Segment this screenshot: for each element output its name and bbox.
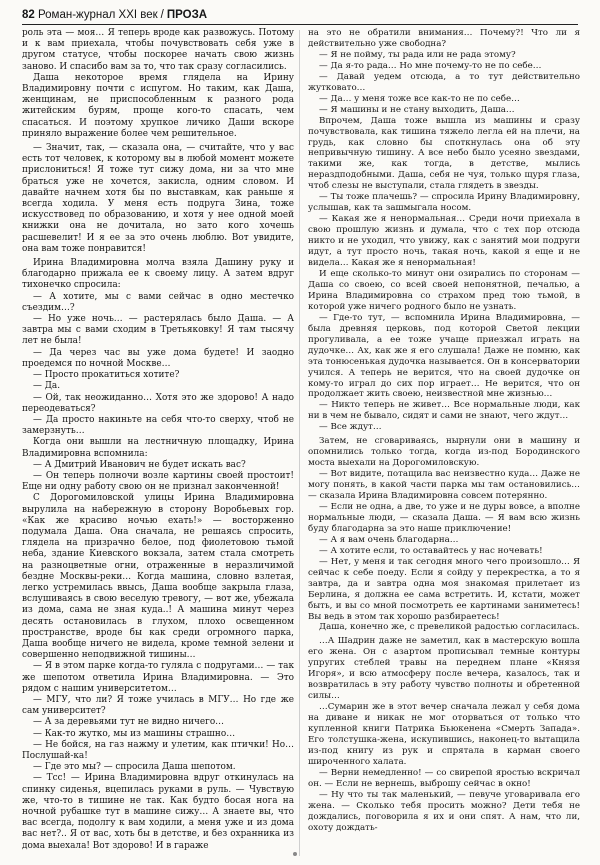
paragraph: — Никто теперь не живет… Все нормальные люди, как ни в чем не бывало, сидят и сами не знают, чего ждут…	[308, 400, 580, 422]
paragraph: — Да через час вы уже дома будете! И заодно проедемся по ночной Москве…	[22, 347, 294, 369]
paragraph: — Я машины и не стану выходить, Даша…	[319, 104, 515, 115]
paragraph: — Верни немедленно! — со свирепой яростью вскричал он. — Если не вернешь, выброшу сейчас в окно!	[308, 767, 580, 789]
page-number: 82	[22, 9, 35, 21]
paragraph: — Где-то тут, — вспомнила Ирина Владимировна, — была древняя церковь, под которой Светой лекции прогуливала, а ее тоже учаще приезжал играть на дудочке… Ах, как же я его слушала! Даже не помню, как эта тонюсенькая дудочка называется. Он в консерватории учился. А теперь не верится, что на своей дудочке он кому-то играл до сих пор играет… Не верится, что он продолжает жить своею, неизвестной мне жизнью…	[308, 312, 580, 400]
paragraph: И еще сколько-то минут они озирались по сторонам — Даша со своею, со всей своей непонятной, печалью, а Ирина Владимировна со страхом пред тою тьмой, в которой уже ничего родного было не узнать.	[308, 268, 580, 312]
paragraph: — Где это мы? — спросила Даша шепотом.	[33, 762, 236, 773]
column-divider	[299, 30, 300, 856]
paragraph: — Да.	[33, 381, 61, 392]
paragraph: Затем, не сговариваясь, нырнули они в машину и опомнились только тогда, когда из-под Бородинского моста выехали на Дорогомиловскую.	[308, 436, 580, 469]
paragraph: Когда они вышли на лестничную площадку, Ирина Владимировна вспомнила:	[22, 437, 294, 459]
right-column	[308, 28, 580, 834]
paragraph: …А Шадрин даже не заметил, как в мастерскую вошла его жена. Он с азартом прописывал темные контуры упругих стеблей травы на переднем плане «Князя Игоря», и всю атмосферу после вечера, казалось, так и возвратилась в эту работу чувство полноты и обретенной силы…	[308, 636, 580, 702]
paragraph: — Ой, так неожиданно… Хотя это же здорово! А надо переодеваться?	[22, 392, 294, 414]
paragraph: — Как-то жутко, мы из машины страшно…	[33, 728, 236, 739]
section-title: ПРОЗА	[166, 9, 208, 21]
paragraph: — Ты тоже плачешь? — спросила Ирину Владимировну, услышав, как та зашмыгала носом.	[308, 192, 580, 214]
paragraph: — Все ждут…	[319, 422, 382, 433]
paragraph: Ирина Владимировна молча взяла Дашину руку и благодарно прижала ее к своему лицу. А затем вдруг тихонечко спросила:	[22, 258, 294, 291]
paragraph: — Вот видите, потащила вас неизвестно куда… Даже не могу понять, в какой части парка мы там остановились… — сказала Ирина Владимировна совсем потерянно.	[308, 469, 580, 502]
paragraph: — Если не одна, а две, то уже и не дуры вовсе, а вполне нормальные люди, — сказала Даша. — Я вам всю жизнь буду благодарна за это наше приключение!	[308, 501, 580, 534]
paragraph: Впрочем, Даша тоже вышла из машины и сразу почувствовала, как тишина тяжело легла ей на плечи, на грудь, как словно бы споткнулась она об эту непривычную тишину. А все небо было усеяно звездами, такими же, как тогда, в детстве, мылись нераздподобными. Даша, себя не чуя, только щуря глаза, чтоб слезы не выступали, стала глядеть в звезды.	[308, 115, 580, 192]
paragraph: — Я не пойму, ты рада или не рада этому?	[319, 49, 516, 60]
paragraph: — А Дмитрий Иванович не будет искать вас?	[33, 459, 246, 470]
paragraph: Даша, конечно же, с превеликой радостью согласилась.	[319, 622, 580, 633]
paragraph: — Значит, так, — сказала она, — считайте, что у вас есть тот человек, к которому вы в любой момент можете прислониться! Я тоже тут сижу дома, ни за что мне браться уже не хочется, закисла, одним словом. И давайте начнем хотя бы по выставкам, как раньше я всегда ходила. У меня есть подруга Зина, тоже искусствовед по образованию, и хотя у нее одной моей книжки она не дочитала, но зато кого хочешь расшевелит! И я ее за это очень люблю. Вот увидите, она вам тоже понравится!	[22, 143, 294, 254]
paragraph: — А хотите, мы с вами сейчас в одно местечко съездим…?	[22, 291, 294, 313]
paragraph: — Давай уедем отсюда, а то тут действительно жутковато…	[308, 71, 580, 93]
paragraph: Даша некоторое время глядела на Ирину Владимировну почти с испугом. Но таким, как Даша, женщинам, не приспособленным к разного рода житейским бурям, проще кого-то спасать, чем спасаться. И поэтому хрупкое личико Даши вскоре приняло выражение более чем решительное.	[22, 72, 294, 139]
paragraph: — Да… у меня тоже все как-то не по себе…	[319, 93, 520, 104]
running-header	[22, 6, 578, 25]
paragraph: — Не бойся, на газ нажму и улетим, как птички! Но… Послушай-ка!	[22, 739, 294, 761]
paragraph: — А за деревьями тут не видно ничего…	[33, 717, 225, 728]
magazine-title: Роман-журнал XXI век	[38, 9, 158, 21]
header-separator: /	[160, 9, 164, 21]
paragraph: — А я вам очень благодарна…	[319, 534, 459, 545]
paragraph: — Ну что ты так маленький, — певуче уговаривала его жена. — Сколько тебя просить можно? Дети тебя не дождались, поговорила я их и они спят. А нам, что ли, охоту дождать-	[308, 789, 580, 833]
footer-mark	[293, 852, 297, 856]
left-column	[22, 28, 294, 852]
paragraph: — Тсс! — Ирина Владимировна вдруг откинулась на спинку сиденья, вцепилась руками в руль. — Чувствую же, что-то в тишине не так. Как будто босая нога на ночной рубашке тут в машине сижу… А знаете вы, что вас всегда, подолгу к вам ходили, а меня уже и из дома вас нет?.. Я от вас, хоть бы в детстве, и без охранника из дома выехала! Вот здорово! И в гараже	[22, 773, 294, 851]
paragraph: — Он теперь полночи возле картины своей простоит! Еще ни одну работу свою он не признал законченной!	[22, 470, 294, 493]
paragraph: …Сумарин же в этот вечер сначала лежал у себя дома на диване и никак не мог оторваться от только что купленной книги Патрика Бьюкенена «Смерть Запада». Его толстушка-жена, искупившись, наконец-то вытащила из-под книгу из рук и спрятала в карман своего широченного халата.	[308, 702, 580, 767]
paragraph: — Нет, у меня и так сегодня много чего произошло… Я сейчас к себе поеду. Если я сойду у перекрестка, а то я завтра, да и завтра одна моя знакомая прилетает из Берлина, я должна ее сама встретить. И, кстати, может быть, и вы со мной посмотреть ее картинами заниметесь! Вы ведь в этом так хорошо разбираетесь!	[308, 556, 580, 622]
paragraph: — Да просто накиньте на себя что-то сверху, чтоб не замерзнуть…	[22, 414, 294, 437]
paragraph: роль эта — моя… Я теперь вроде как развожусь. Потому и к вам приехала, чтобы почувствовать себя уже в другом статусе, чтобы поскорее начать свою жизнь заново. И спасибо вам за то, что так сразу согласились.	[22, 28, 294, 72]
paragraph: — Просто прокатиться хотите?	[33, 370, 180, 381]
paragraph: — Но уже ночь… — растерялась было Даша. — А завтра мы с вами сходим в Третьяковку! Я там тысячу лет не была!	[22, 314, 294, 347]
paragraph: — А хотите если, то оставайтесь у нас ночевать!	[319, 545, 543, 556]
paragraph: — Я в этом парке когда-то гуляла с подругами… — так же шепотом ответила Ирина Владимировна. — Это рядом с нашим университетом…	[22, 661, 294, 694]
paragraph: — Какая же я ненормальная… Среди ночи приехала в свою прошлую жизнь и думала, что с тех пор отсюда никто и не уходил, что увижу, как с занятий мои подруги идут, а тут просто ночь, такая ночь, какой я еще и не видела… Какая же я ненормальная!	[308, 214, 580, 269]
paragraph: — Да я-то рада… Но мне почему-то не по себе…	[319, 60, 542, 71]
paragraph: С Дорогомиловской улицы Ирина Владимировна вырулила на набережную в сторону Воробьевых гор. «Как же красиво ночью ехать!» — восторженно подумала Даша. Она сначала, не решаясь спросить, глядела на призрачно белое, под фиолетовою тьмой неба, здание Киевского вокзала, затем стала смотреть на разноцветные огни, отраженные в неразличимой бездне Москвы-реки… Когда машина, словно взлетая, легко устремилась ввысь, Даша вообще закрыла глаза, вслушиваясь в свою веселую тревогу, — вот же, убежала из дома, сама не зная куда..! А машина минут через десять остановилась в глухом, плохо освещенном пространстве, вроде бы как среди огромного парка, Даша вообще ничего не видела, кроме темной зелени и совершенно неподвижной тишины…	[22, 493, 294, 661]
paragraph: — МГУ, что ли? Я тоже училась в МГУ… Но где же сам университет?	[22, 694, 294, 717]
paragraph: на это не обратили внимания… Почему?! Что ли я действительно уже свободна?	[308, 28, 580, 49]
